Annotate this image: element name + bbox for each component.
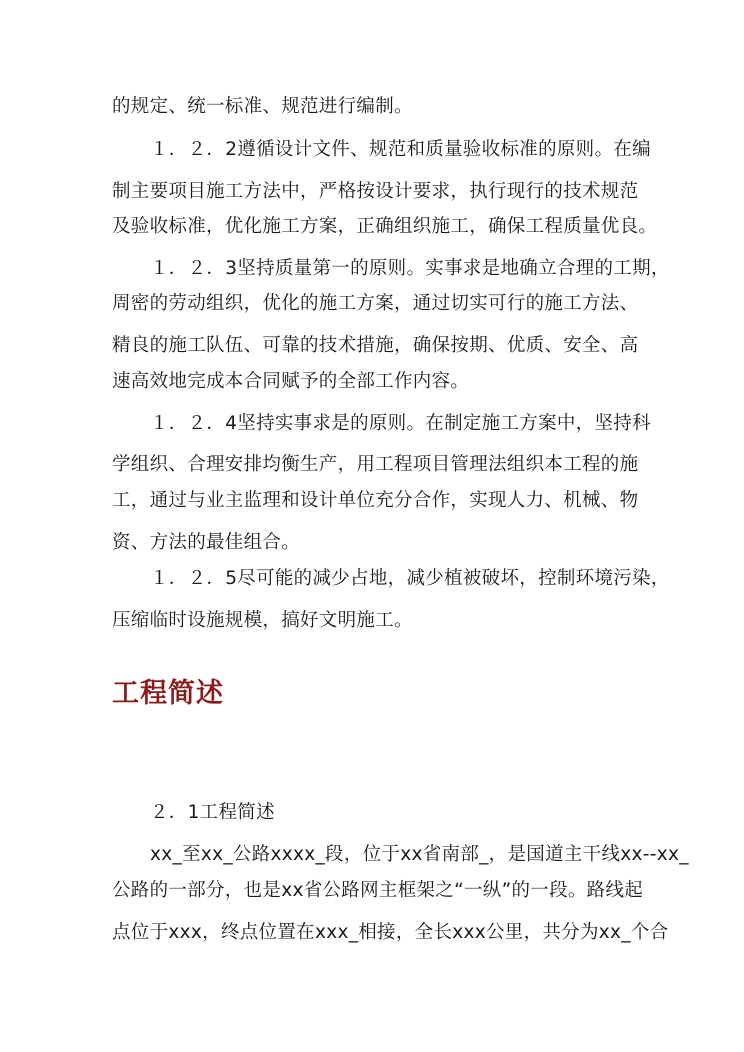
paragraph-line: xx_至xx_公路xxxx_段，位于xx省南部_，是国道主干线xx--xx_ (150, 844, 689, 865)
subsection-heading: ２．1工程简述 (150, 802, 275, 823)
paragraph-line: 周密的劳动组织，优化的施工方案，通过切实可行的施工方法、 (112, 293, 639, 314)
paragraph-line: １．２．4坚持实事求是的原则。在制定施工方案中，坚持科 (150, 413, 651, 434)
paragraph-line: 公路的一部分，也是xx省公路网主框架之“一纵”的一段。路线起 (112, 880, 644, 901)
paragraph-line: 的规定、统一标准、规范进行编制。 (112, 96, 413, 117)
paragraph-line: 制主要项目施工方法中，严格按设计要求，执行现行的技术规范 (112, 181, 639, 202)
paragraph-line: 点位于xxx，终点位置在xxx_相接，全长xxx公里，共分为xx_个合 (112, 922, 669, 943)
paragraph-line: 速高效地完成本合同赋予的全部工作内容。 (112, 371, 470, 392)
paragraph-line: 资、方法的最佳组合。 (112, 532, 301, 553)
section-heading: 工程简述 (112, 678, 224, 709)
paragraph-line: １．２．3坚持质量第一的原则。实事求是地确立合理的工期， (150, 258, 670, 279)
paragraph-line: １．２．5尽可能的减少占地，减少植被破坏，控制环境污染， (150, 568, 670, 589)
paragraph-line: 及验收标准，优化施工方案，正确组织施工，确保工程质量优良。 (112, 216, 658, 237)
paragraph-line: 学组织、合理安排均衡生产，用工程项目管理法组织本工程的施 (112, 454, 639, 475)
paragraph-line: １．２．2遵循设计文件、规范和质量验收标准的原则。在编 (150, 139, 651, 160)
paragraph-line: 工，通过与业主监理和设计单位充分合作，实现人力、机械、物 (112, 490, 639, 511)
paragraph-line: 精良的施工队伍、可靠的技术措施，确保按期、优质、安全、高 (112, 335, 639, 356)
paragraph-line: 压缩临时设施规模，搞好文明施工。 (112, 610, 413, 631)
